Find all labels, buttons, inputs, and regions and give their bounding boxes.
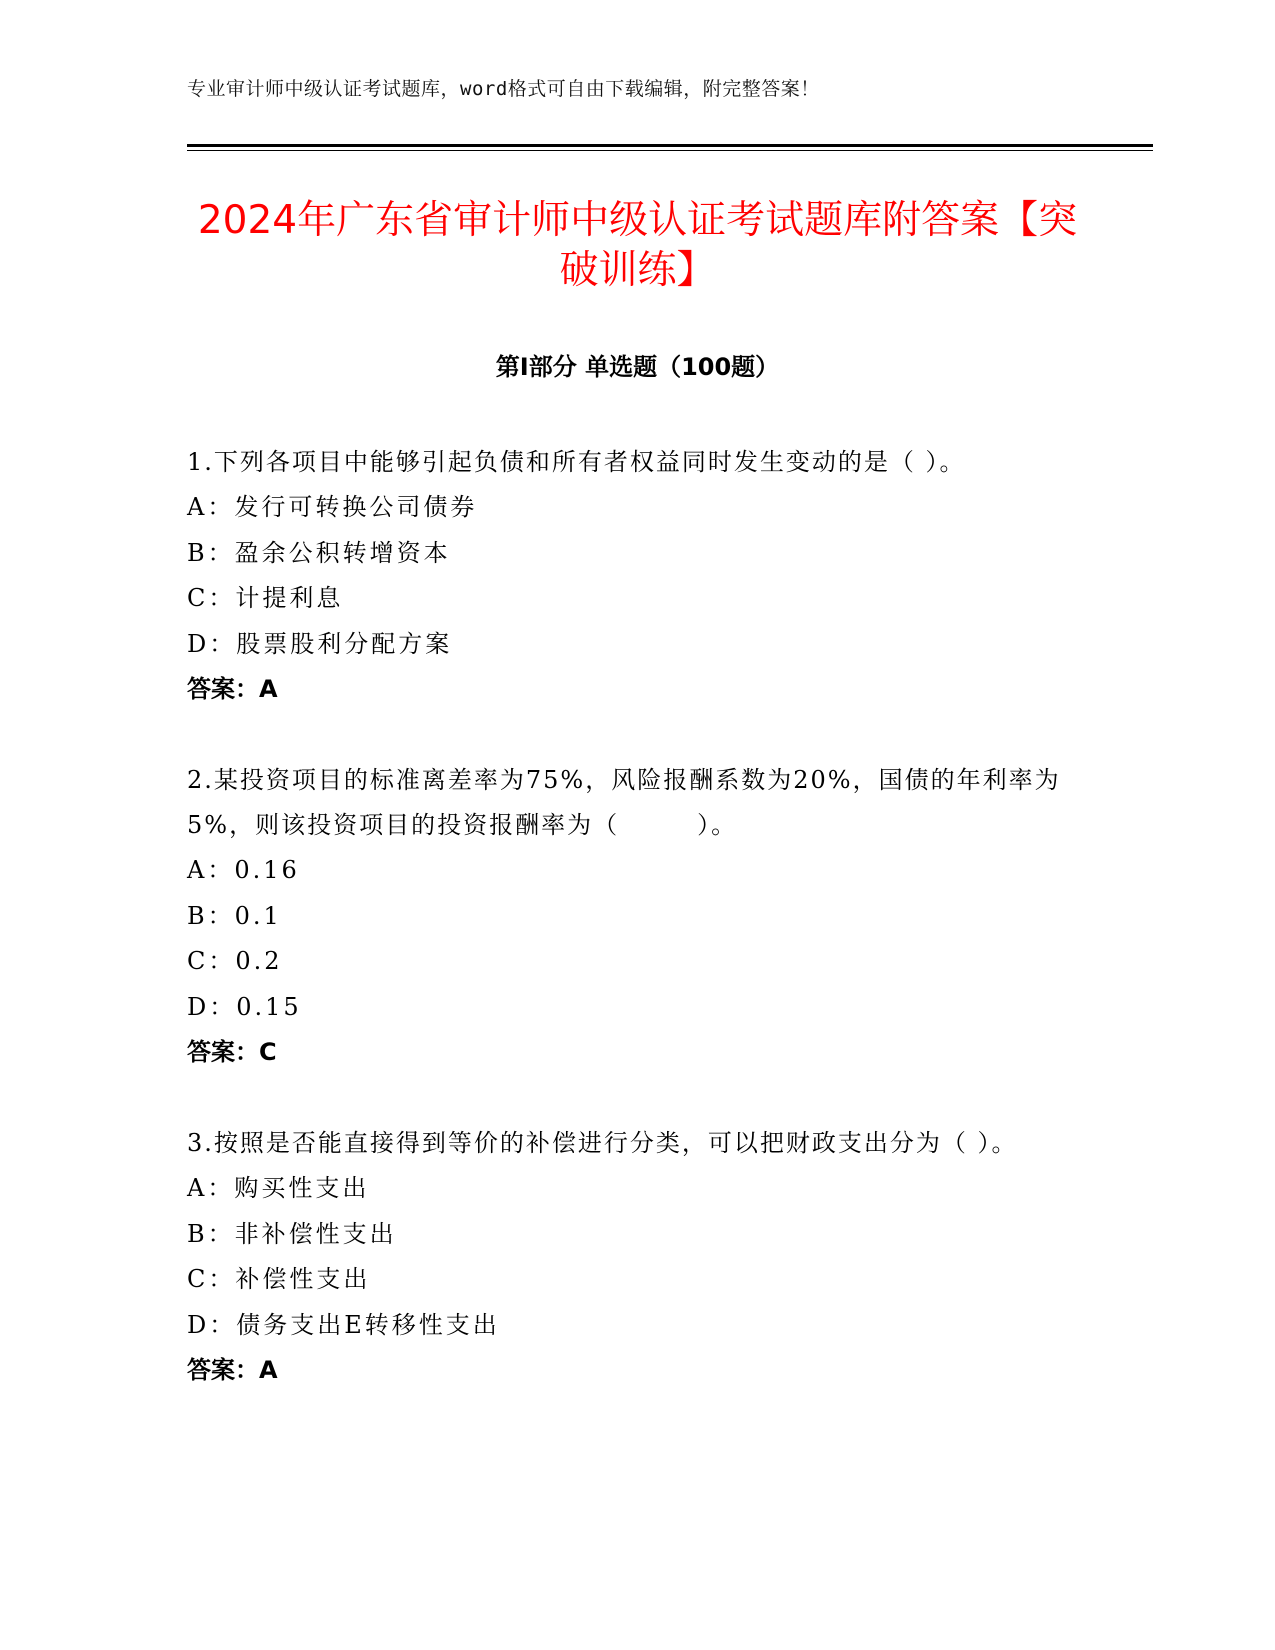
option-d: D：0.15 [187,992,302,1021]
answer: 答案：A [187,1356,278,1384]
header-rule-thin [187,150,1153,151]
question-3 [187,1121,1087,1393]
option-d: D：股票股利分配方案 [187,629,453,658]
header-rule-thick [187,144,1153,147]
section-title: 第Ⅰ部分 单选题（100题） [495,353,780,381]
question-stem: 1.下列各项目中能够引起负债和所有者权益同时发生变动的是（ ）。 [187,448,966,476]
option-a: A：0.16 [187,856,300,884]
option-b: B：盈余公积转增资本 [187,538,451,567]
answer: 答案：C [187,1038,277,1066]
option-c: C：计提利息 [187,584,344,612]
question-stem: 3.按照是否能直接得到等价的补偿进行分类，可以把财政支出分为（ ）。 [187,1129,1018,1157]
option-b: B：非补偿性支出 [187,1219,397,1248]
answer: 答案：A [187,675,278,703]
option-c: C：0.2 [187,947,283,975]
question-list [187,440,1087,1439]
question-1 [187,440,1087,712]
document-title: 2024年广东省审计师中级认证考试题库附答案【突破训练】 [197,198,1078,293]
question-stem: 2.某投资项目的标准离差率为75%，风险报酬系数为20%，国债的年利率为5%，则该投资项目的投资报酬率为（ ）。 [187,766,1061,839]
option-a: A：发行可转换公司债券 [187,493,478,521]
option-a: A：购买性支出 [187,1174,370,1202]
header-note: 专业审计师中级认证考试题库，word格式可自由下载编辑，附完整答案！ [187,78,820,100]
option-c: C：补偿性支出 [187,1265,371,1293]
option-b: B：0.1 [187,901,282,930]
question-2 [187,758,1087,1075]
option-d: D：债务支出E转移性支出 [187,1310,500,1339]
